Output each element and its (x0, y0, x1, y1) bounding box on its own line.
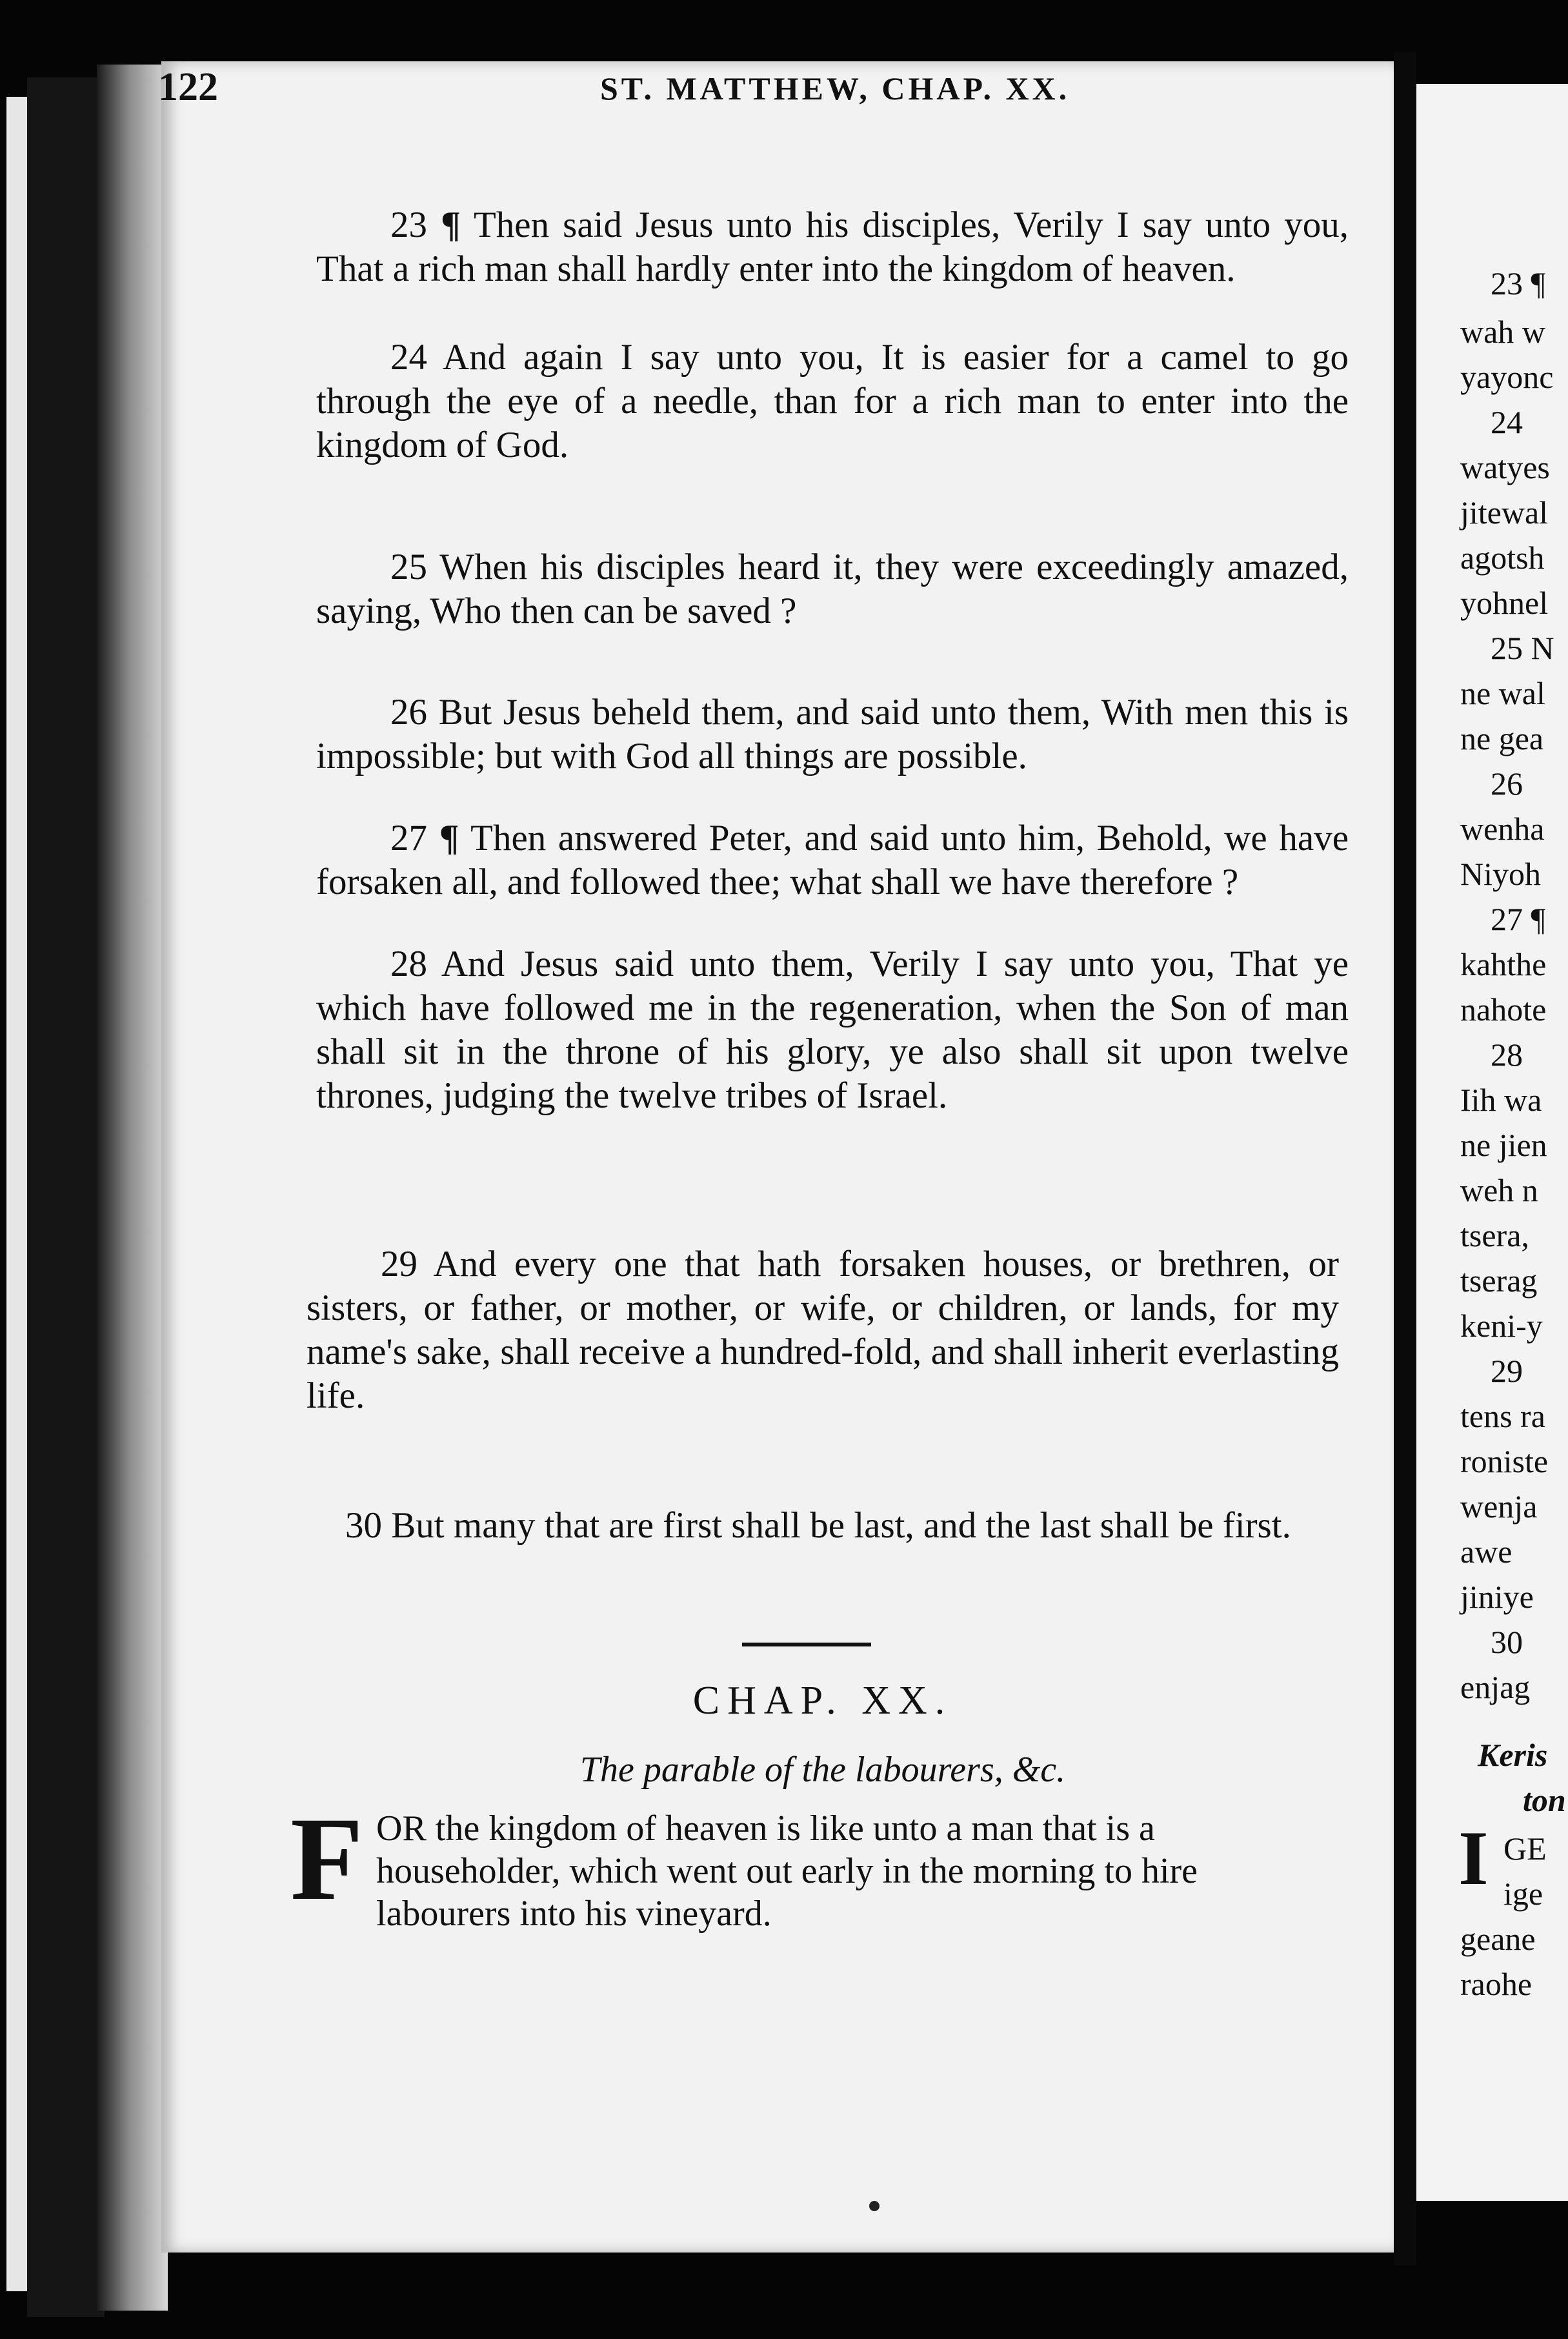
facing-line: wah w (1460, 314, 1545, 350)
paragraph-mark: ¶ (441, 205, 461, 245)
verse-25 (316, 545, 1349, 633)
facing-line: 26 (1491, 765, 1523, 802)
facing-line: ne gea (1460, 720, 1544, 756)
verse-text: When his disciples heard it, they were exceedingly amazed, saying, Who then can be saved ? (316, 547, 1349, 631)
facing-line: Iih wa (1460, 1082, 1542, 1118)
drop-cap: F (290, 1793, 364, 1925)
facing-line: wenha (1460, 811, 1545, 847)
verse-30 (300, 1504, 1332, 1548)
facing-line: Niyoh (1460, 856, 1541, 892)
curled-page-strip (97, 65, 168, 2311)
page-number: 122 (158, 65, 218, 109)
facing-line: ige (1503, 1876, 1543, 1912)
book-spine-shadow (27, 77, 105, 2317)
section-rule (742, 1643, 871, 1646)
facing-summary-line: ton (1523, 1782, 1566, 1818)
facing-line: 23 ¶ (1491, 265, 1546, 301)
facing-line: yayonc (1460, 359, 1554, 395)
facing-line: jitewal (1460, 494, 1549, 531)
verse-text: And every one that hath forsaken houses, or brethren, or sisters, or father, or mother, or wife, or children, or lands, for my name's sake, shall receive a hundred-fold, and shall inherit everlasting life. (307, 1244, 1340, 1416)
verse-23 (316, 203, 1349, 291)
running-title: ST. MATTHEW, CHAP. XX. (600, 70, 1070, 106)
chapter-summary (0, 1749, 1568, 1790)
verse-number: 24 (390, 337, 427, 378)
facing-line: tsera, (1460, 1217, 1529, 1253)
facing-line: tserag (1460, 1262, 1538, 1299)
facing-line: roniste (1460, 1443, 1549, 1479)
facing-line: nahote (1460, 991, 1547, 1028)
facing-line: weh n (1460, 1172, 1538, 1208)
facing-line: 25 N (1491, 630, 1554, 666)
gutter (1394, 52, 1416, 2265)
facing-line: 29 (1491, 1353, 1523, 1389)
chapter-summary-text: The parable of the labourers, &c. (579, 1750, 1066, 1790)
facing-line: enjag (1460, 1669, 1531, 1705)
facing-line: 27 ¶ (1491, 901, 1546, 937)
verse-28 (316, 942, 1349, 1118)
verse-number: 27 (390, 818, 427, 858)
chapter-heading (0, 1678, 1568, 1724)
printer-mark (869, 2201, 879, 2211)
facing-line: 30 (1491, 1624, 1523, 1660)
verse-text: But Jesus beheld them, and said unto them, With men this is impossible; but with God all things are possible. (316, 692, 1349, 776)
facing-line: 28 (1491, 1037, 1523, 1073)
facing-page (1416, 84, 1568, 2201)
verse-text: And Jesus said unto them, Verily I say unto you, That ye which have followed me in the regeneration, when the Son of man shall sit in the throne of his glory, ye also shall sit upon twelve thrones, judging the twelve tribes of Israel. (316, 944, 1349, 1116)
facing-line: wenja (1460, 1488, 1538, 1524)
facing-line: keni-y (1460, 1308, 1543, 1344)
chapter-heading-text: CHAP. XX. (692, 1679, 953, 1723)
opening-text: OR the kingdom of heaven is like unto a man that is a householder, which went out early in the morning to hire labourers into his vineyard. (376, 1808, 1198, 1934)
facing-drop-cap: I (1458, 1815, 1489, 1901)
facing-line: ne wal (1460, 675, 1545, 711)
verse-text: Then said Jesus unto his disciples, Verily I say unto you, That a rich man shall hardly enter into the kingdom of heaven. (316, 205, 1349, 289)
verse-number: 28 (390, 944, 427, 984)
verse-number: 26 (390, 692, 427, 733)
verse-29 (307, 1242, 1339, 1418)
facing-line: kahthe (1460, 946, 1547, 982)
verse-text: But many that are first shall be last, and the last shall be first. (391, 1505, 1291, 1546)
facing-line: 24 (1491, 404, 1523, 440)
verse-27 (316, 816, 1349, 904)
facing-line: agotsh (1460, 540, 1545, 576)
verse-number: 29 (381, 1244, 417, 1284)
facing-line: ne jien (1460, 1127, 1547, 1163)
facing-line: raohe (1460, 1966, 1533, 2002)
verse-text: And again I say unto you, It is easier for a camel to go through the eye of a needle, than for a rich man to enter into the kingdom of God. (316, 337, 1349, 465)
verse-number: 25 (390, 547, 427, 587)
verse-number: 30 (345, 1505, 382, 1546)
facing-line: jiniye (1460, 1579, 1534, 1615)
facing-line: GE (1503, 1830, 1547, 1867)
chapter-opening (290, 1793, 1316, 1935)
verse-number: 23 (390, 205, 427, 245)
verse-26 (316, 691, 1349, 778)
facing-summary-line: Keris (1478, 1737, 1548, 1773)
verse-text: Then answered Peter, and said unto him, Behold, we have forsaken all, and followed thee; what shall we have therefore ? (316, 818, 1349, 902)
verse-24 (316, 336, 1349, 467)
facing-line: yohnel (1460, 585, 1549, 621)
facing-line: tens ra (1460, 1398, 1545, 1434)
facing-line: geane (1460, 1921, 1536, 1957)
facing-line: awe (1460, 1534, 1513, 1570)
left-page-edge (6, 97, 27, 2291)
paragraph-mark: ¶ (439, 818, 459, 858)
facing-line: watyes (1460, 449, 1550, 485)
